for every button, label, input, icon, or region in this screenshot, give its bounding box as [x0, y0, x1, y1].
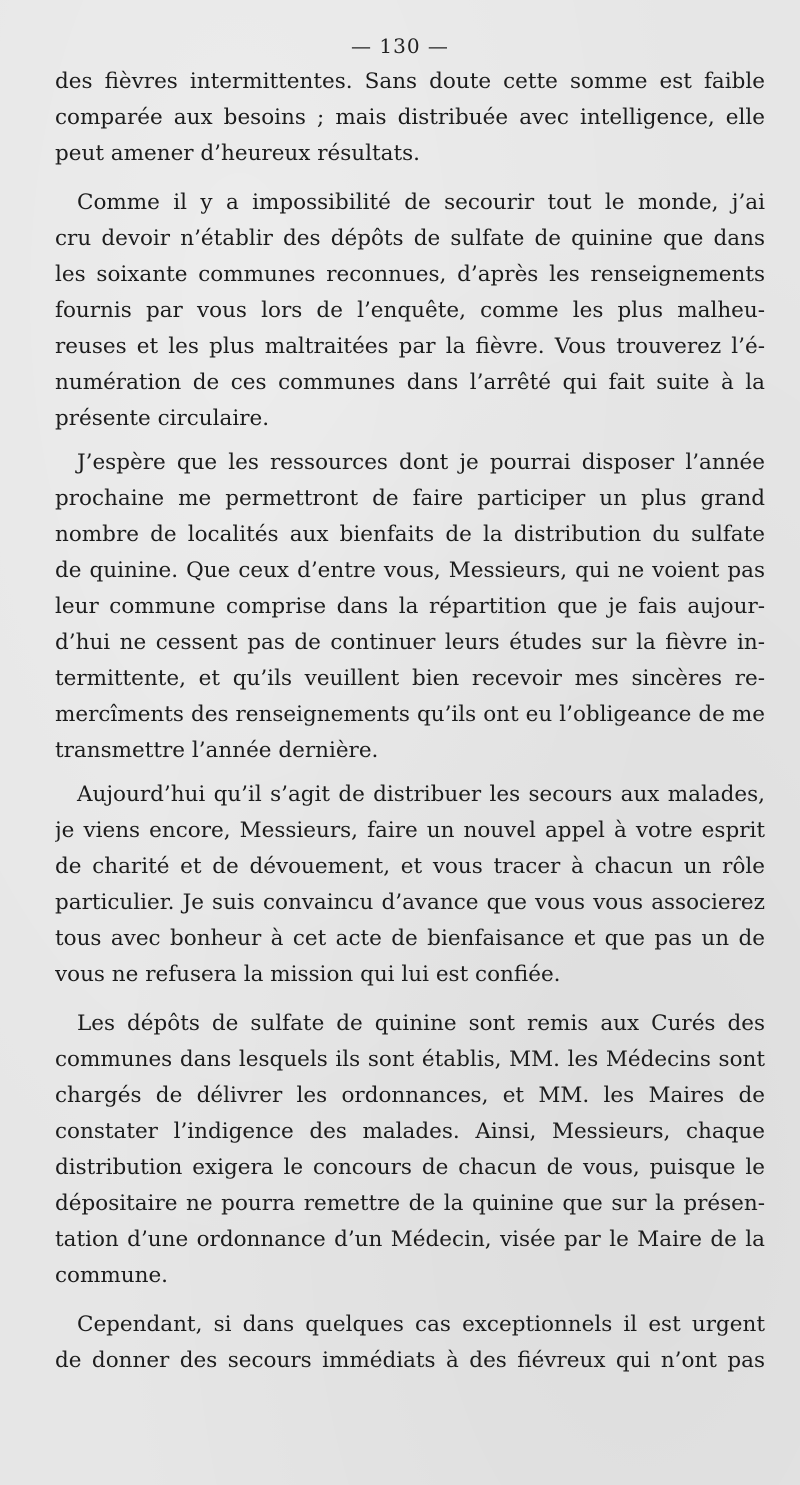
text-line: dépositaire ne pourra remettre de la quinine que sur la présen-: [55, 1191, 765, 1216]
text-line: leur commune comprise dans la répartition que je fais aujour-: [55, 594, 765, 619]
text-line: Cependant, si dans quelques cas exceptionnels il est urgent: [77, 1312, 765, 1337]
text-line: Comme il y a impossibilité de secourir tout le monde, j’ai: [77, 190, 765, 215]
paragraph-5: [55, 1006, 765, 1294]
text-line: les soixante communes reconnues, d’après les renseignements: [55, 262, 765, 287]
text-line: tous avec bonheur à cet acte de bienfaisance et que pas un de: [55, 926, 765, 951]
text-line: cru devoir n’établir des dépôts de sulfate de quinine que dans: [55, 226, 765, 251]
page-number: — 130 —: [351, 34, 449, 58]
paragraph-3: [55, 445, 765, 769]
text-line: transmettre l’année dernière.: [55, 738, 379, 763]
text-line: chargés de délivrer les ordonnances, et MM. les Maires de: [55, 1083, 765, 1108]
text-line: commune.: [55, 1263, 169, 1288]
text-line: J’espère que les ressources dont je pourrai disposer l’année: [77, 450, 765, 475]
text-line: Aujourd’hui qu’il s’agit de distribuer les secours aux malades,: [77, 782, 765, 807]
text-line: vous ne refusera la mission qui lui est confiée.: [55, 962, 561, 987]
text-line: mercîments des renseignements qu’ils ont eu l’obligeance de me: [55, 702, 765, 727]
paragraph-1: [55, 64, 765, 172]
text-line: d’hui ne cessent pas de continuer leurs études sur la fièvre in-: [55, 630, 765, 655]
text-line: fournis par vous lors de l’enquête, comme les plus malheu-: [55, 298, 765, 323]
text-line: comparée aux besoins ; mais distribuée avec intelligence, elle: [55, 105, 765, 130]
text-line: communes dans lesquels ils sont établis, MM. les Médecins sont: [55, 1047, 765, 1072]
text-line: numération de ces communes dans l’arrêté qui fait suite à la: [55, 370, 765, 395]
text-line: de quinine. Que ceux d’entre vous, Messieurs, qui ne voient pas: [55, 558, 765, 583]
body-text: [55, 64, 765, 1379]
text-line: reuses et les plus maltraitées par la fièvre. Vous trouverez l’é-: [55, 334, 765, 359]
text-line: tation d’une ordonnance d’un Médecin, visée par le Maire de la: [55, 1227, 765, 1252]
text-line: prochaine me permettront de faire participer un plus grand: [55, 486, 765, 511]
text-line: termittente, et qu’ils veuillent bien recevoir mes sincères re-: [55, 666, 765, 691]
text-line: de charité et de dévouement, et vous tracer à chacun un rôle: [55, 854, 765, 879]
text-line: de donner des secours immédiats à des fiévreux qui n’ont pas: [55, 1348, 765, 1373]
text-line: Les dépôts de sulfate de quinine sont remis aux Curés des: [77, 1011, 765, 1036]
text-line: nombre de localités aux bienfaits de la distribution du sulfate: [55, 522, 765, 547]
paragraph-4: [55, 777, 765, 993]
text-line: des fièvres intermittentes. Sans doute cette somme est faible: [55, 69, 765, 94]
text-line: constater l’indigence des malades. Ainsi, Messieurs, chaque: [55, 1119, 765, 1144]
text-line: présente circulaire.: [55, 406, 270, 431]
text-line: particulier. Je suis convaincu d’avance que vous vous associerez: [55, 890, 765, 915]
text-line: distribution exigera le concours de chacun de vous, puisque le: [55, 1155, 765, 1180]
text-line: je viens encore, Messieurs, faire un nouvel appel à votre esprit: [55, 818, 765, 843]
paragraph-6: [55, 1307, 765, 1379]
text-line: peut amener d’heureux résultats.: [55, 141, 420, 166]
paragraph-2: [55, 185, 765, 437]
